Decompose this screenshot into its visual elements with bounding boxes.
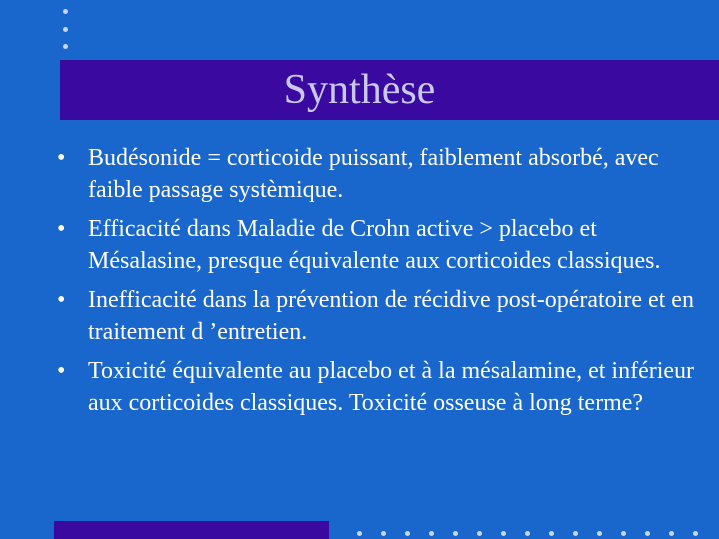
decorative-dot: [381, 531, 386, 536]
decorative-dot: [645, 531, 650, 536]
bullet-marker: •: [57, 358, 66, 384]
bullet-text: Budésonide = corticoide puissant, faiblement absorbé, avec faible passage systèmique.: [88, 145, 659, 203]
decorative-dot: [357, 531, 362, 536]
bullet-item: [57, 284, 707, 348]
bullet-item: [57, 142, 707, 206]
decorative-dot: [621, 531, 626, 536]
decorative-dot: [63, 9, 68, 14]
decorative-dot: [597, 531, 602, 536]
decorative-dot: [669, 531, 674, 536]
decorative-dot: [549, 531, 554, 536]
decorative-dot: [501, 531, 506, 536]
bullet-marker: •: [57, 216, 66, 242]
bottom-bar: [54, 521, 329, 539]
decorative-dot: [453, 531, 458, 536]
decorative-dot: [405, 531, 410, 536]
decorative-dot: [429, 531, 434, 536]
bullet-marker: •: [57, 287, 66, 313]
bullet-text: Inefficacité dans la prévention de récidive post-opératoire et en traitement d ’entretien.: [88, 287, 694, 345]
bullet-marker: •: [57, 145, 66, 171]
decorative-dot: [63, 44, 68, 49]
bullet-text: Toxicité équivalente au placebo et à la mésalamine, et inférieur aux corticoides classiques. Toxicité osseuse à long terme?: [88, 358, 695, 416]
decorative-dot: [573, 531, 578, 536]
decorative-dot: [477, 531, 482, 536]
decorative-dot: [525, 531, 530, 536]
bullet-item: [57, 213, 707, 277]
slide-title: Synthèse: [283, 67, 436, 113]
bullet-text: Efficacité dans Maladie de Crohn active > placebo et Mésalasine, presque équivalente aux corticoides classiques.: [88, 216, 661, 274]
bullet-item: [57, 355, 707, 419]
decorative-dot: [63, 27, 68, 32]
bullet-list: [57, 142, 707, 426]
decorative-dot: [693, 531, 698, 536]
